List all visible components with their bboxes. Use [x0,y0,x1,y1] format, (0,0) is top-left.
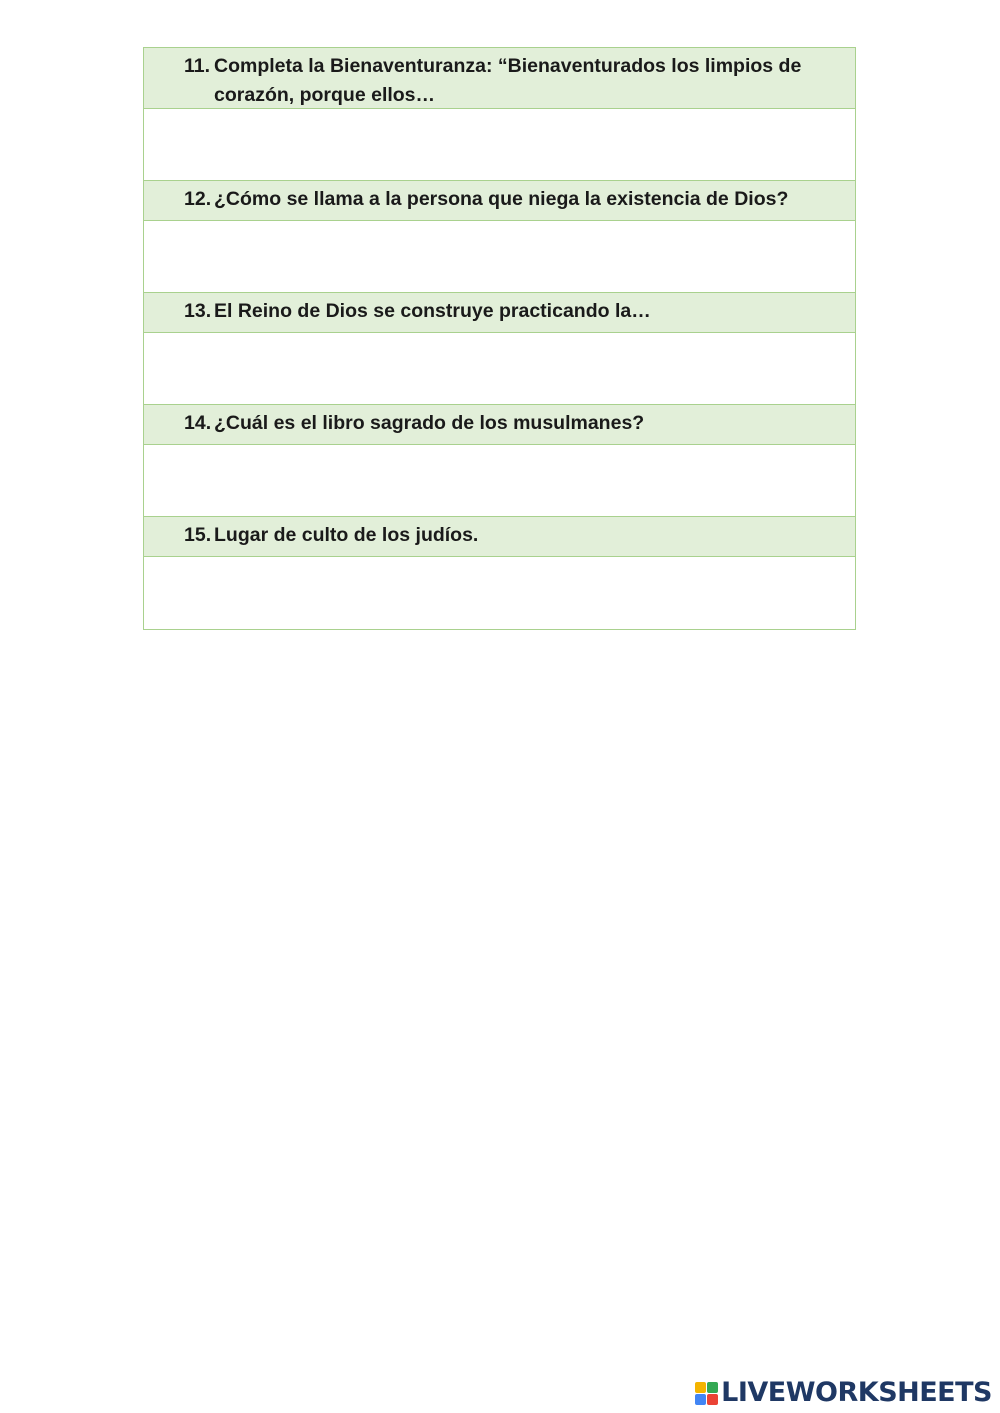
question-text: ¿Cómo se llama a la persona que niega la existencia de Dios? [214,188,789,210]
answer-field-11[interactable] [144,109,855,180]
question-number: 14. [184,412,212,434]
question-text: Completa la Bienaventuranza: “Bienaventurados los limpios de corazón, porque ellos… [214,55,802,106]
question-row-13 [144,293,855,333]
answer-field-15[interactable] [144,557,855,629]
liveworksheets-logo-icon [695,1382,718,1405]
question-row-12 [144,181,855,221]
question-number: 12. [184,188,212,210]
answer-row-12 [144,221,855,293]
answer-row-14 [144,445,855,517]
brand-name: LIVEWORKSHEETS [721,1377,992,1408]
answer-row-15 [144,557,855,629]
question-text: El Reino de Dios se construye practicando la… [214,300,651,322]
answer-field-12[interactable] [144,221,855,292]
question-row-14 [144,405,855,445]
question-row-11 [144,48,855,109]
question-row-15 [144,517,855,557]
answer-field-13[interactable] [144,333,855,404]
liveworksheets-branding [695,1377,992,1409]
answer-row-11 [144,109,855,181]
answer-field-14[interactable] [144,445,855,516]
question-number: 13. [184,300,212,322]
question-text: ¿Cuál es el libro sagrado de los musulmanes? [214,412,645,434]
quiz-table [143,47,856,630]
question-number: 15. [184,524,212,546]
answer-row-13 [144,333,855,405]
question-text: Lugar de culto de los judíos. [214,524,479,546]
question-number: 11. [184,55,211,77]
